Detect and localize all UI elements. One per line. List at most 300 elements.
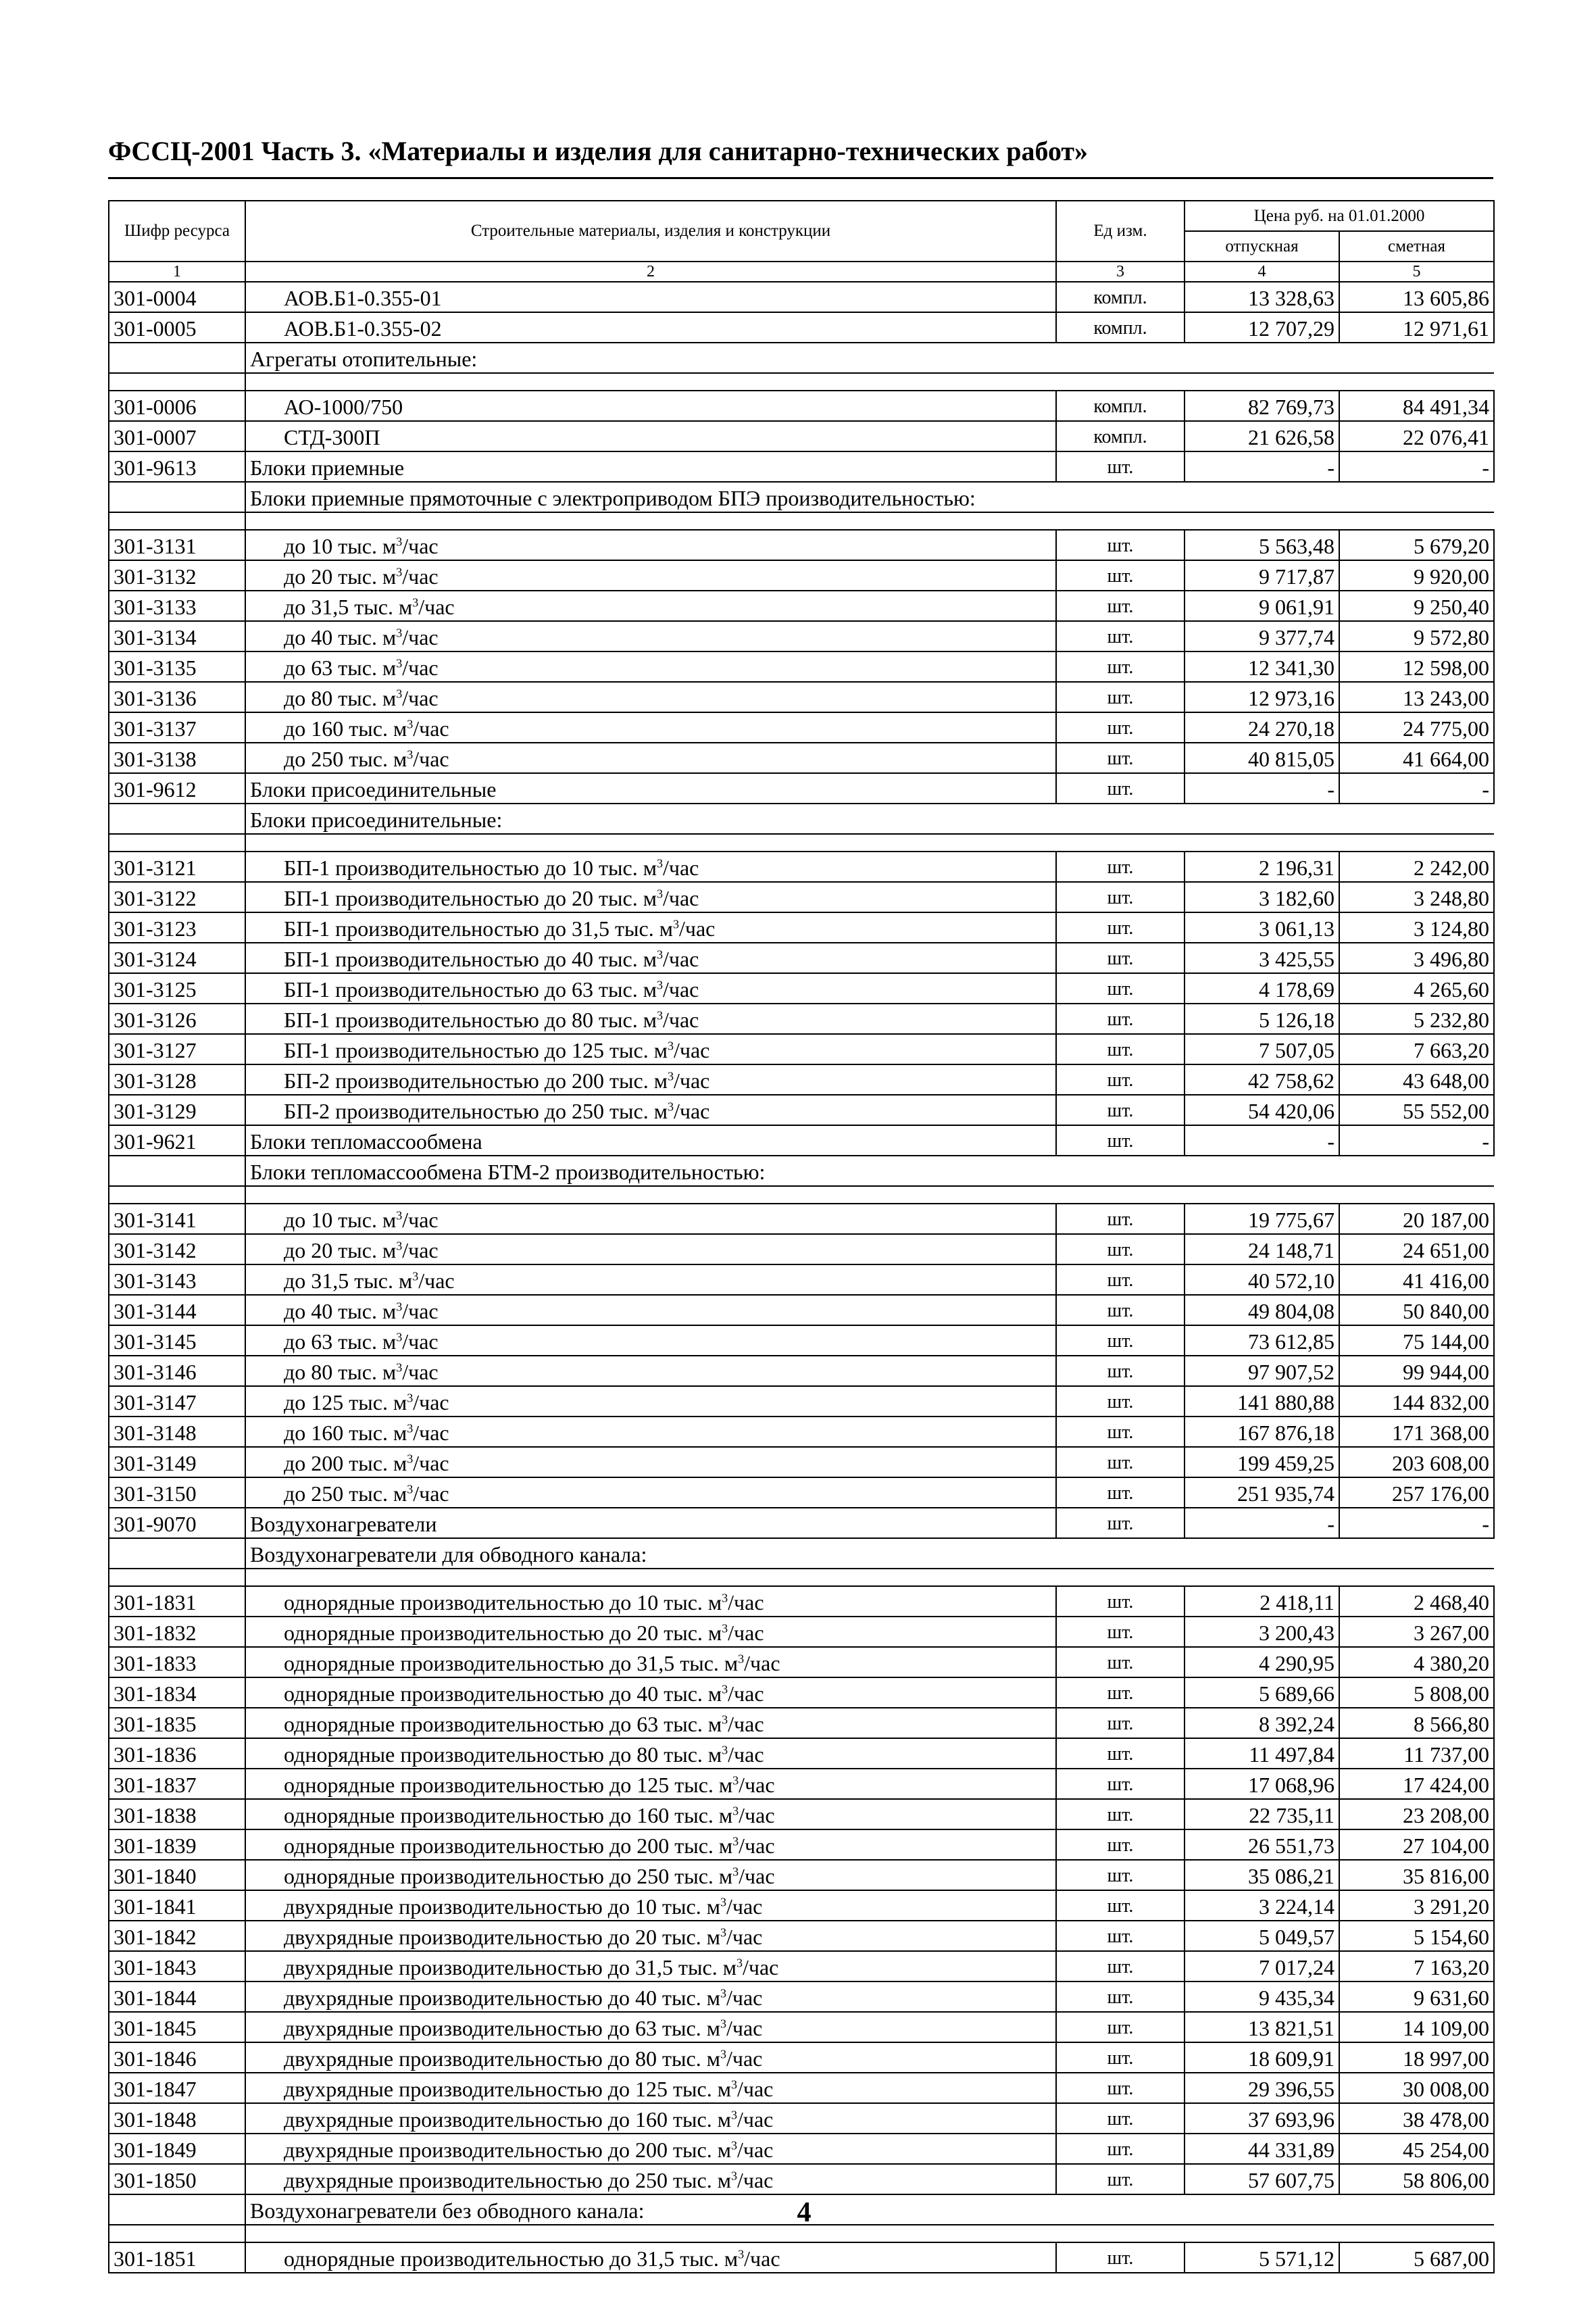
- material-name: двухрядные производительностью до 80 тыс. $м^3$/час: [245, 2042, 1056, 2073]
- table-row: [109, 560, 1494, 591]
- unit-of-measure: шт.: [1056, 1477, 1184, 1508]
- table-row: [109, 651, 1494, 682]
- resource-code: 301-3141: [109, 1204, 245, 1234]
- resource-code: 301-3124: [109, 943, 245, 973]
- superscript-3: 3: [412, 595, 419, 610]
- estimate-price: 2 468,40: [1339, 1586, 1494, 1617]
- release-price: 37 693,96: [1184, 2103, 1339, 2134]
- material-name: однорядные производительностью до 31,5 тыс. $м^3$/час: [245, 1647, 1056, 1677]
- resource-code: 301-3143: [109, 1264, 245, 1295]
- release-price: 5 571,12: [1184, 2242, 1339, 2273]
- estimate-price: -: [1339, 773, 1494, 804]
- unit-of-measure: шт.: [1056, 1204, 1184, 1234]
- material-name: двухрядные производительностью до 160 тыс. $м^3$/час: [245, 2103, 1056, 2134]
- estimate-price: -: [1339, 1508, 1494, 1538]
- group-heading-row: [109, 1538, 1494, 1569]
- estimate-price: 55 552,00: [1339, 1095, 1494, 1125]
- unit-of-measure: шт.: [1056, 2134, 1184, 2164]
- estimate-price: 43 648,00: [1339, 1064, 1494, 1095]
- superscript-3: 3: [720, 2047, 726, 2061]
- unit-of-measure: шт.: [1056, 1356, 1184, 1386]
- estimate-price: 30 008,00: [1339, 2073, 1494, 2103]
- material-name: АОВ.Б1-0.355-01: [245, 282, 1056, 312]
- release-price: 54 420,06: [1184, 1095, 1339, 1125]
- resource-code: 301-1847: [109, 2073, 245, 2103]
- resource-code: 301-3131: [109, 530, 245, 560]
- material-name: Блоки присоединительные: [245, 773, 1056, 804]
- material-name: БП-1 производительностью до 40 тыс. $м^3$/час: [245, 943, 1056, 973]
- table-row: [109, 1004, 1494, 1034]
- header-rule: [108, 177, 1493, 179]
- group-spacer-row: [109, 373, 1494, 391]
- release-price: 18 609,91: [1184, 2042, 1339, 2073]
- resource-code: 301-1837: [109, 1769, 245, 1799]
- unit-of-measure: шт.: [1056, 1004, 1184, 1034]
- material-name: до 20 тыс. $м^3$/час: [245, 560, 1056, 591]
- resource-code: 301-3149: [109, 1447, 245, 1477]
- estimate-price: 41 664,00: [1339, 743, 1494, 773]
- resource-code: 301-1842: [109, 1921, 245, 1951]
- estimate-price: 22 076,41: [1339, 421, 1494, 451]
- release-price: 26 551,73: [1184, 1829, 1339, 1860]
- resource-code: 301-9621: [109, 1125, 245, 1156]
- material-name: однорядные производительностью до 20 тыс. $м^3$/час: [245, 1617, 1056, 1647]
- group-heading: Блоки приемные прямоточные с электроприводом БПЭ производительностью:: [245, 482, 1494, 512]
- spacer-cell: [109, 2225, 245, 2242]
- material-name: до 10 тыс. $м^3$/час: [245, 1204, 1056, 1234]
- superscript-3: 3: [396, 1300, 403, 1314]
- col-number: 4: [1184, 262, 1339, 282]
- spacer-cell: [109, 1186, 245, 1204]
- unit-of-measure: шт.: [1056, 2242, 1184, 2273]
- spacer-cell: [109, 834, 245, 852]
- estimate-price: 58 806,00: [1339, 2164, 1494, 2194]
- table-row: [109, 943, 1494, 973]
- group-spacer-row: [109, 1186, 1494, 1204]
- table-row: [109, 1064, 1494, 1095]
- release-price: 8 392,24: [1184, 1708, 1339, 1738]
- spacer-cell: [245, 373, 1494, 391]
- spacer-cell: [245, 2225, 1494, 2242]
- unit-of-measure: шт.: [1056, 1417, 1184, 1447]
- group-code-cell: [109, 1538, 245, 1569]
- unit-of-measure: шт.: [1056, 651, 1184, 682]
- release-price: 12 973,16: [1184, 682, 1339, 712]
- table-row: [109, 2134, 1494, 2164]
- material-name: однорядные производительностью до 31,5 тыс. $м^3$/час: [245, 2242, 1056, 2273]
- unit-of-measure: шт.: [1056, 1386, 1184, 1417]
- table-row: [109, 1508, 1494, 1538]
- estimate-price: 5 679,20: [1339, 530, 1494, 560]
- estimate-price: 8 566,80: [1339, 1708, 1494, 1738]
- estimate-price: 2 242,00: [1339, 852, 1494, 882]
- table-row: [109, 1204, 1494, 1234]
- group-code-cell: [109, 343, 245, 373]
- release-price: 29 396,55: [1184, 2073, 1339, 2103]
- price-table: [108, 200, 1495, 2273]
- material-name: однорядные производительностью до 125 тыс. $м^3$/час: [245, 1769, 1056, 1799]
- unit-of-measure: компл.: [1056, 312, 1184, 343]
- table-row: [109, 2164, 1494, 2194]
- resource-code: 301-9612: [109, 773, 245, 804]
- release-price: 2 196,31: [1184, 852, 1339, 882]
- release-price: 5 563,48: [1184, 530, 1339, 560]
- material-name: до 63 тыс. $м^3$/час: [245, 1325, 1056, 1356]
- superscript-3: 3: [720, 1986, 726, 2000]
- estimate-price: 257 176,00: [1339, 1477, 1494, 1508]
- unit-of-measure: шт.: [1056, 2073, 1184, 2103]
- group-code-cell: [109, 2194, 245, 2225]
- estimate-price: 203 608,00: [1339, 1447, 1494, 1477]
- resource-code: 301-9613: [109, 451, 245, 482]
- resource-code: 301-1850: [109, 2164, 245, 2194]
- release-price: -: [1184, 1508, 1339, 1538]
- superscript-3: 3: [730, 2077, 737, 2092]
- superscript-3: 3: [396, 1239, 403, 1253]
- superscript-3: 3: [667, 1100, 674, 1114]
- table-row: [109, 682, 1494, 712]
- estimate-price: 9 920,00: [1339, 560, 1494, 591]
- unit-of-measure: шт.: [1056, 1295, 1184, 1325]
- superscript-3: 3: [407, 747, 414, 762]
- resource-code: 301-3132: [109, 560, 245, 591]
- resource-code: 301-3134: [109, 621, 245, 651]
- unit-of-measure: шт.: [1056, 1647, 1184, 1677]
- table-row: [109, 2242, 1494, 2273]
- resource-code: 301-1834: [109, 1677, 245, 1708]
- group-heading: Воздухонагреватели для обводного канала:: [245, 1538, 1494, 1569]
- resource-code: 301-3136: [109, 682, 245, 712]
- release-price: 13 821,51: [1184, 2012, 1339, 2042]
- estimate-price: 35 816,00: [1339, 1860, 1494, 1890]
- unit-of-measure: шт.: [1056, 1325, 1184, 1356]
- superscript-3: 3: [656, 1008, 663, 1023]
- release-price: 11 497,84: [1184, 1738, 1339, 1769]
- page-number: 4: [797, 2197, 812, 2228]
- release-price: 3 200,43: [1184, 1617, 1339, 1647]
- resource-code: 301-1848: [109, 2103, 245, 2134]
- table-row: [109, 1356, 1494, 1386]
- material-name: однорядные производительностью до 80 тыс. $м^3$/час: [245, 1738, 1056, 1769]
- table-row: [109, 852, 1494, 882]
- material-name: БП-1 производительностью до 80 тыс. $м^3$/час: [245, 1004, 1056, 1034]
- material-name: до 80 тыс. $м^3$/час: [245, 682, 1056, 712]
- estimate-price: 9 250,40: [1339, 591, 1494, 621]
- resource-code: 301-3121: [109, 852, 245, 882]
- material-name: БП-1 производительностью до 63 тыс. $м^3$/час: [245, 973, 1056, 1004]
- material-name: Воздухонагреватели: [245, 1508, 1056, 1538]
- material-name: однорядные производительностью до 40 тыс. $м^3$/час: [245, 1677, 1056, 1708]
- unit-of-measure: шт.: [1056, 451, 1184, 482]
- table-row: [109, 1264, 1494, 1295]
- unit-of-measure: шт.: [1056, 1829, 1184, 1860]
- group-spacer-row: [109, 834, 1494, 852]
- material-name: двухрядные производительностью до 40 тыс. $м^3$/час: [245, 1981, 1056, 2012]
- spacer-cell: [245, 1186, 1494, 1204]
- resource-code: 301-3126: [109, 1004, 245, 1034]
- release-price: 17 068,96: [1184, 1769, 1339, 1799]
- superscript-3: 3: [396, 1360, 403, 1375]
- table-row: [109, 1034, 1494, 1064]
- resource-code: 301-3133: [109, 591, 245, 621]
- estimate-price: 24 775,00: [1339, 712, 1494, 743]
- resource-code: 301-3148: [109, 1417, 245, 1447]
- superscript-3: 3: [667, 1039, 674, 1053]
- material-name: двухрядные производительностью до 31,5 тыс. $м^3$/час: [245, 1951, 1056, 1981]
- estimate-price: 7 163,20: [1339, 1951, 1494, 1981]
- release-price: 12 707,29: [1184, 312, 1339, 343]
- resource-code: 301-1832: [109, 1617, 245, 1647]
- spacer-cell: [245, 1569, 1494, 1586]
- group-spacer-row: [109, 1569, 1494, 1586]
- material-name: БП-1 производительностью до 31,5 тыс. $м^3$/час: [245, 912, 1056, 943]
- superscript-3: 3: [722, 1713, 728, 1727]
- table-row: [109, 1921, 1494, 1951]
- superscript-3: 3: [722, 1621, 728, 1635]
- superscript-3: 3: [730, 2169, 737, 2183]
- estimate-price: 9 572,80: [1339, 621, 1494, 651]
- material-name: БП-1 производительностью до 10 тыс. $м^3$/час: [245, 852, 1056, 882]
- superscript-3: 3: [656, 887, 663, 901]
- material-name: до 250 тыс. $м^3$/час: [245, 743, 1056, 773]
- table-row: [109, 451, 1494, 482]
- release-price: 40 815,05: [1184, 743, 1339, 773]
- table-row: [109, 1860, 1494, 1890]
- group-heading: Блоки присоединительные:: [245, 804, 1494, 834]
- superscript-3: 3: [672, 917, 679, 931]
- group-spacer-row: [109, 512, 1494, 530]
- table-row: [109, 1708, 1494, 1738]
- estimate-price: 4 265,60: [1339, 973, 1494, 1004]
- material-name: двухрядные производительностью до 250 тыс. $м^3$/час: [245, 2164, 1056, 2194]
- unit-of-measure: шт.: [1056, 1125, 1184, 1156]
- estimate-price: 18 997,00: [1339, 2042, 1494, 2073]
- table-row: [109, 1769, 1494, 1799]
- release-price: 7 507,05: [1184, 1034, 1339, 1064]
- material-name: Блоки приемные: [245, 451, 1056, 482]
- unit-of-measure: компл.: [1056, 282, 1184, 312]
- material-name: однорядные производительностью до 63 тыс. $м^3$/час: [245, 1708, 1056, 1738]
- estimate-price: 17 424,00: [1339, 1769, 1494, 1799]
- estimate-price: 20 187,00: [1339, 1204, 1494, 1234]
- table-row: [109, 621, 1494, 651]
- release-price: 35 086,21: [1184, 1860, 1339, 1890]
- resource-code: 301-0007: [109, 421, 245, 451]
- release-price: 2 418,11: [1184, 1586, 1339, 1617]
- estimate-price: 5 687,00: [1339, 2242, 1494, 2273]
- estimate-price: 3 248,80: [1339, 882, 1494, 912]
- unit-of-measure: шт.: [1056, 682, 1184, 712]
- unit-of-measure: компл.: [1056, 391, 1184, 421]
- unit-of-measure: шт.: [1056, 852, 1184, 882]
- unit-of-measure: шт.: [1056, 973, 1184, 1004]
- superscript-3: 3: [407, 1421, 414, 1435]
- table-row: [109, 1738, 1494, 1769]
- superscript-3: 3: [736, 1956, 743, 1970]
- superscript-3: 3: [738, 1652, 745, 1666]
- superscript-3: 3: [407, 1391, 414, 1405]
- resource-code: 301-1840: [109, 1860, 245, 1890]
- table-row: [109, 882, 1494, 912]
- resource-code: 301-1846: [109, 2042, 245, 2073]
- superscript-3: 3: [730, 2108, 737, 2122]
- superscript-3: 3: [738, 2247, 745, 2261]
- superscript-3: 3: [720, 1895, 726, 1909]
- unit-of-measure: шт.: [1056, 2103, 1184, 2134]
- unit-of-measure: шт.: [1056, 1234, 1184, 1264]
- superscript-3: 3: [722, 1743, 728, 1757]
- table-row: [109, 1477, 1494, 1508]
- release-price: 13 328,63: [1184, 282, 1339, 312]
- table-row: [109, 1417, 1494, 1447]
- material-name: БП-1 производительностью до 125 тыс. $м^3$/час: [245, 1034, 1056, 1064]
- material-name: до 125 тыс. $м^3$/час: [245, 1386, 1056, 1417]
- release-price: 9 717,87: [1184, 560, 1339, 591]
- group-heading: Воздухонагреватели без обводного канала:: [245, 2194, 1494, 2225]
- table-row: [109, 530, 1494, 560]
- material-name: однорядные производительностью до 250 тыс. $м^3$/час: [245, 1860, 1056, 1890]
- table-row: [109, 1234, 1494, 1264]
- estimate-price: 24 651,00: [1339, 1234, 1494, 1264]
- estimate-price: 41 416,00: [1339, 1264, 1494, 1295]
- superscript-3: 3: [396, 687, 403, 701]
- unit-of-measure: шт.: [1056, 1981, 1184, 2012]
- resource-code: 301-3125: [109, 973, 245, 1004]
- superscript-3: 3: [396, 1208, 403, 1223]
- superscript-3: 3: [656, 856, 663, 870]
- unit-of-measure: шт.: [1056, 1095, 1184, 1125]
- material-name: БП-2 производительностью до 200 тыс. $м^3$/час: [245, 1064, 1056, 1095]
- release-price: 4 178,69: [1184, 973, 1339, 1004]
- superscript-3: 3: [407, 1452, 414, 1466]
- table-row: [109, 2012, 1494, 2042]
- unit-of-measure: шт.: [1056, 2012, 1184, 2042]
- unit-of-measure: шт.: [1056, 621, 1184, 651]
- table-row: [109, 1125, 1494, 1156]
- unit-of-measure: шт.: [1056, 591, 1184, 621]
- superscript-3: 3: [396, 535, 403, 549]
- resource-code: 301-3144: [109, 1295, 245, 1325]
- unit-of-measure: шт.: [1056, 943, 1184, 973]
- table-row: [109, 743, 1494, 773]
- release-price: 141 880,88: [1184, 1386, 1339, 1417]
- material-name: до 250 тыс. $м^3$/час: [245, 1477, 1056, 1508]
- release-price: 82 769,73: [1184, 391, 1339, 421]
- superscript-3: 3: [656, 978, 663, 992]
- estimate-price: 50 840,00: [1339, 1295, 1494, 1325]
- spacer-cell: [245, 512, 1494, 530]
- material-name: АОВ.Б1-0.355-02: [245, 312, 1056, 343]
- header-code: Шифр ресурса: [109, 201, 245, 262]
- table-row: [109, 1295, 1494, 1325]
- resource-code: 301-0006: [109, 391, 245, 421]
- col-number: 5: [1339, 262, 1494, 282]
- estimate-price: -: [1339, 451, 1494, 482]
- release-price: 24 148,71: [1184, 1234, 1339, 1264]
- table-row: [109, 1981, 1494, 2012]
- superscript-3: 3: [396, 626, 403, 640]
- unit-of-measure: шт.: [1056, 1860, 1184, 1890]
- estimate-price: 45 254,00: [1339, 2134, 1494, 2164]
- unit-of-measure: шт.: [1056, 712, 1184, 743]
- resource-code: 301-3150: [109, 1477, 245, 1508]
- material-name: до 20 тыс. $м^3$/час: [245, 1234, 1056, 1264]
- unit-of-measure: шт.: [1056, 1921, 1184, 1951]
- release-price: 199 459,25: [1184, 1447, 1339, 1477]
- release-price: 42 758,62: [1184, 1064, 1339, 1095]
- estimate-price: 13 605,86: [1339, 282, 1494, 312]
- superscript-3: 3: [732, 1834, 739, 1848]
- estimate-price: 171 368,00: [1339, 1417, 1494, 1447]
- header-estimate-price: сметная: [1339, 231, 1494, 262]
- material-name: до 31,5 тыс. $м^3$/час: [245, 591, 1056, 621]
- release-price: 22 735,11: [1184, 1799, 1339, 1829]
- spacer-cell: [109, 1569, 245, 1586]
- estimate-price: 12 971,61: [1339, 312, 1494, 343]
- release-price: 3 425,55: [1184, 943, 1339, 973]
- material-name: однорядные производительностью до 160 тыс. $м^3$/час: [245, 1799, 1056, 1829]
- resource-code: 301-9070: [109, 1508, 245, 1538]
- release-price: 3 182,60: [1184, 882, 1339, 912]
- release-price: 21 626,58: [1184, 421, 1339, 451]
- material-name: до 80 тыс. $м^3$/час: [245, 1356, 1056, 1386]
- spacer-cell: [109, 512, 245, 530]
- unit-of-measure: шт.: [1056, 912, 1184, 943]
- col-number: 1: [109, 262, 245, 282]
- material-name: до 31,5 тыс. $м^3$/час: [245, 1264, 1056, 1295]
- resource-code: 301-3129: [109, 1095, 245, 1125]
- table-row: [109, 2103, 1494, 2134]
- resource-code: 301-3135: [109, 651, 245, 682]
- resource-code: 301-3138: [109, 743, 245, 773]
- estimate-price: 4 380,20: [1339, 1647, 1494, 1677]
- superscript-3: 3: [407, 717, 414, 731]
- header-price: Цена руб. на 01.01.2000: [1184, 201, 1494, 231]
- estimate-price: 23 208,00: [1339, 1799, 1494, 1829]
- table-row: [109, 912, 1494, 943]
- unit-of-measure: шт.: [1056, 1447, 1184, 1477]
- resource-code: 301-1851: [109, 2242, 245, 2273]
- group-heading: Агрегаты отопительные:: [245, 343, 1494, 373]
- superscript-3: 3: [720, 1925, 726, 1940]
- resource-code: 301-3122: [109, 882, 245, 912]
- resource-code: 301-1843: [109, 1951, 245, 1981]
- col-number: 3: [1056, 262, 1184, 282]
- superscript-3: 3: [720, 2017, 726, 2031]
- table-row: [109, 1095, 1494, 1125]
- spacer-cell: [245, 834, 1494, 852]
- resource-code: 301-3137: [109, 712, 245, 743]
- header-unit: Ед изм.: [1056, 201, 1184, 262]
- release-price: -: [1184, 451, 1339, 482]
- estimate-price: 144 832,00: [1339, 1386, 1494, 1417]
- table-row: [109, 1677, 1494, 1708]
- release-price: 24 270,18: [1184, 712, 1339, 743]
- resource-code: 301-1836: [109, 1738, 245, 1769]
- unit-of-measure: шт.: [1056, 1034, 1184, 1064]
- release-price: -: [1184, 1125, 1339, 1156]
- unit-of-measure: шт.: [1056, 1769, 1184, 1799]
- col-number: 2: [245, 262, 1056, 282]
- resource-code: 301-3146: [109, 1356, 245, 1386]
- unit-of-measure: шт.: [1056, 1064, 1184, 1095]
- material-name: до 63 тыс. $м^3$/час: [245, 651, 1056, 682]
- table-row: [109, 1951, 1494, 1981]
- superscript-3: 3: [722, 1682, 728, 1696]
- estimate-price: 3 291,20: [1339, 1890, 1494, 1921]
- table-row: [109, 1890, 1494, 1921]
- release-price: 97 907,52: [1184, 1356, 1339, 1386]
